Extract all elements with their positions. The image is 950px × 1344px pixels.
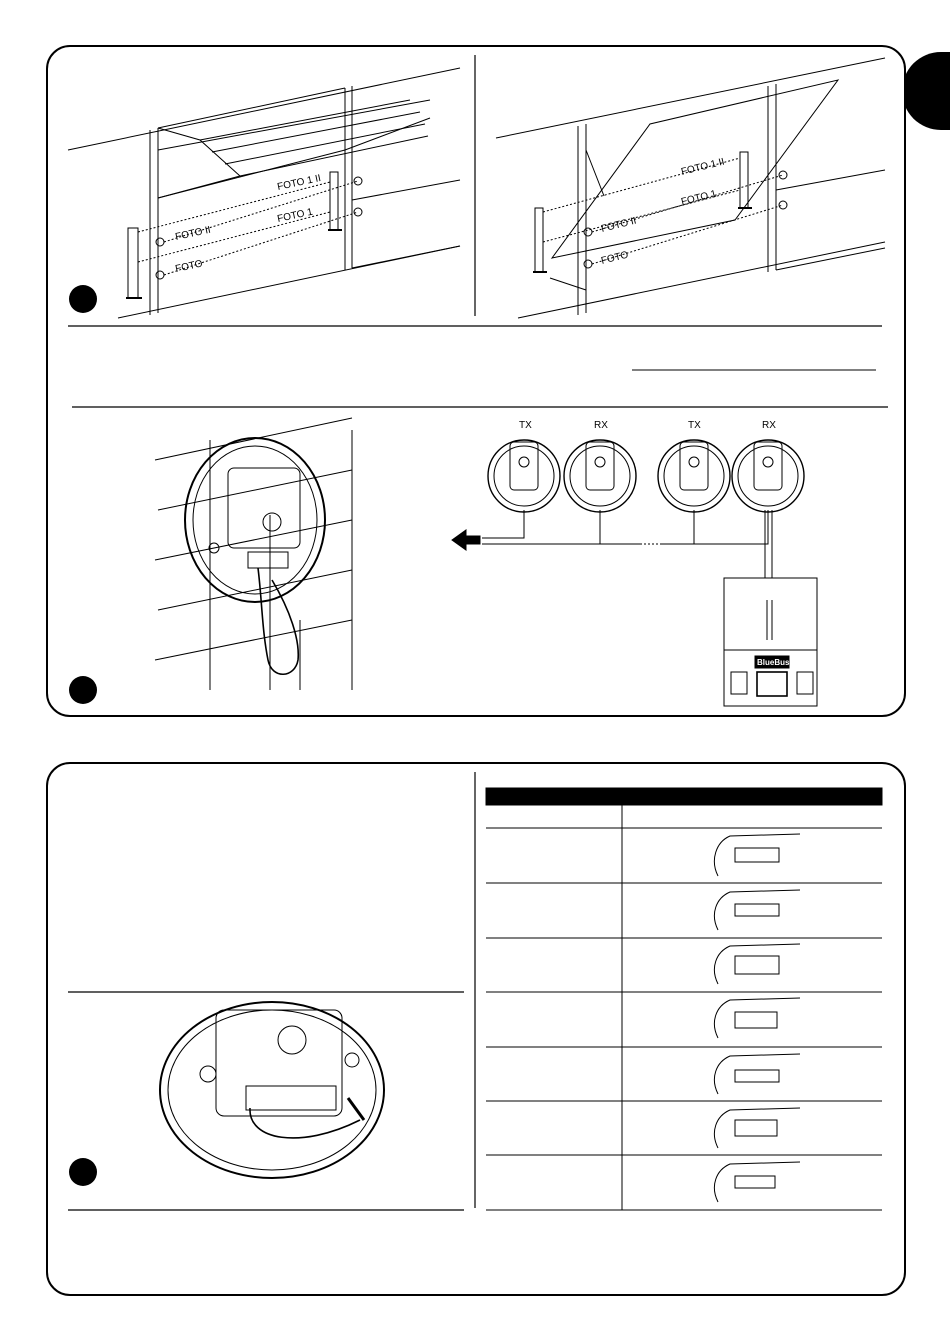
jumper-table [486,788,882,1210]
bluebus-label: BlueBus [757,658,790,667]
device-label-tx-1: TX [519,420,532,431]
photocell-wall-drawing [155,418,352,690]
label-foto1-left: FOTO 1 [276,206,314,225]
device-label-rx-1: RX [594,420,608,431]
label-foto-ii-right: FOTO II [600,215,638,235]
figure-badge [69,285,97,313]
label-foto1-ii-right: FOTO 1 II [680,156,726,178]
figure-badge [69,1158,97,1186]
label-foto-right: FOTO [600,249,630,267]
jumper-icon-5 [714,1054,800,1094]
jumper-icon-2 [714,890,800,930]
label-foto1-right: FOTO 1 [680,188,718,208]
gate-drawing-right [496,58,885,318]
label-foto-ii-left: FOTO II [174,224,212,243]
label-foto1-ii-left: FOTO 1 II [276,172,322,193]
jumper-icon-6 [714,1108,800,1148]
arrow-left-icon [452,530,480,550]
jumper-icon-3 [714,944,800,984]
device-label-rx-2: RX [762,420,776,431]
jumper-icon-1 [714,834,800,876]
jumper-icon-4 [714,998,800,1038]
device-label-tx-2: TX [688,420,701,431]
gate-drawing-left [68,68,460,318]
photocell-jumper-drawing [160,1002,384,1178]
jumper-icon-7 [714,1162,800,1202]
figure-badge [69,676,97,704]
label-foto-left: FOTO [174,258,204,275]
